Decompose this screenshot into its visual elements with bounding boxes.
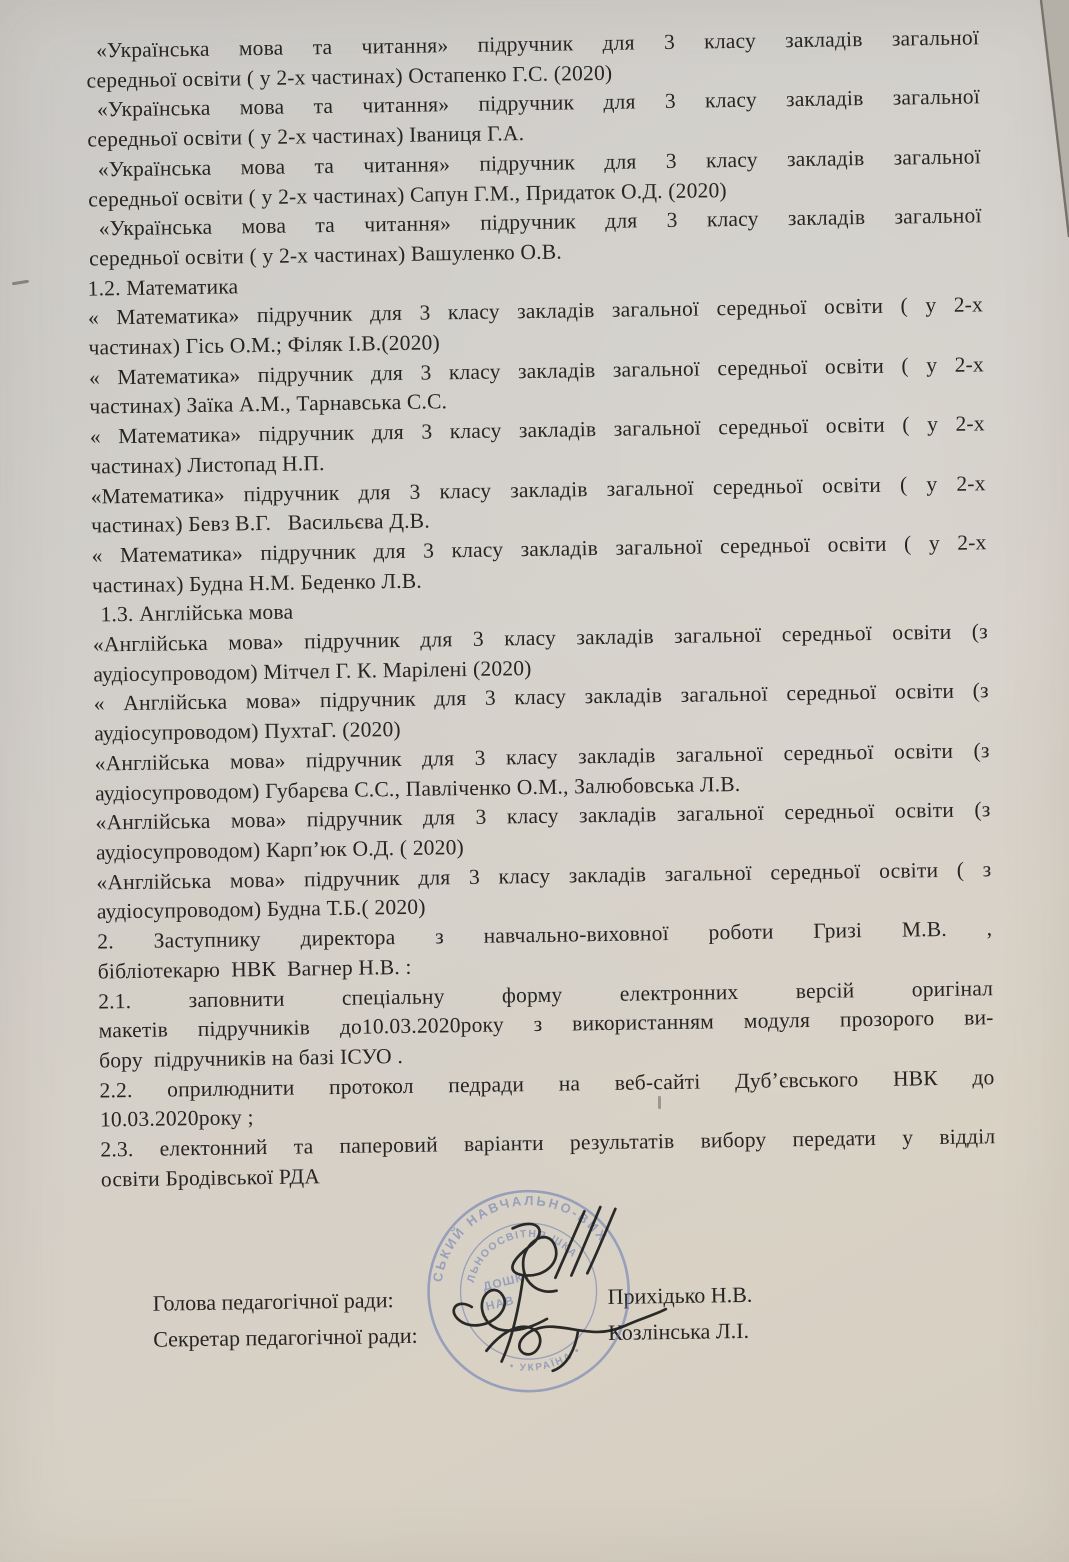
- text-line: «Англійська мова» підручник для 3 класу закладів загальної середньої освіти (з: [94, 738, 990, 776]
- text-line: 2.2. оприлюднити протокол педради на веб-сайті Дуб’євського НВК до: [99, 1064, 995, 1103]
- text-line: 2. Заступнику директора з навчально-виховної роботи Гризі М.В. ,: [97, 916, 993, 954]
- stamp-arc-inner-text: ЛЬНООСВІТНЯ ШКА: [465, 1227, 580, 1284]
- text-line: частинах) Заїка А.М., Тарнавська С.С.: [89, 389, 448, 419]
- text-line: « Математика» підручник для 3 класу закладів загальної середньої освіти ( у 2-х: [89, 411, 985, 449]
- text-line: частинах) Бевз В.Г. Васильєва Д.В.: [90, 508, 431, 538]
- text-line: аудіосупроводом) Губарєва С.С., Павліченко О.М., Залюбовська Л.В.: [94, 771, 741, 806]
- stamp-arc-bottom-text: • УКРАЇНА •: [508, 1344, 584, 1374]
- chair-signature: [452, 1207, 617, 1362]
- text-line: «Українська мова та читання» підручник для 3 класу закладів загальної: [96, 84, 981, 122]
- text-line: «Українська мова та читання» підручник для 3 класу закладів загальної: [95, 25, 980, 63]
- signature-label: Секретар педагогічної ради:: [153, 1323, 418, 1353]
- text-line: освіти Бродівської РДА: [100, 1163, 321, 1192]
- text-line: 10.03.2020року ;: [99, 1105, 254, 1132]
- text-line: частинах) Гісь О.М.; Філяк І.В.(2020): [88, 330, 441, 360]
- text-line: 2.1. заповнити спеціальну форму електронних версій оригінал: [98, 975, 994, 1013]
- text-line: «Англійська мова» підручник для 3 класу закладів загальної середньої освіти ( з: [96, 856, 992, 895]
- text-line: « Математика» підручник для 3 класу закладів загальної середньої освіти ( у 2-х: [91, 530, 987, 568]
- text-line: аудіосупроводом) Будна Т.Б.( 2020): [96, 895, 426, 924]
- text-line: середньої освіти ( у 2-х частинах) Сапун Г.М., Придаток О.Д. (2020): [88, 177, 727, 212]
- text-line: «Англійська мова» підручник для 3 класу закладів загальної середньої освіти (з: [95, 797, 991, 835]
- signature-label: Голова педагогічної ради:: [152, 1287, 394, 1317]
- stamp-center-line1: ДОШК: [481, 1270, 525, 1294]
- text-line: 1.3. Англійська мова: [100, 599, 294, 627]
- text-line: аудіосупроводом) Карп’юк О.Д. ( 2020): [95, 835, 465, 865]
- signatory-name: Прихідько Н.В.: [607, 1282, 753, 1310]
- secretary-signature: [486, 1309, 667, 1372]
- text-line: аудіосупроводом) ПухтаГ. (2020): [94, 717, 401, 746]
- text-line: бібліотекарю НВК Вагнер Н.В. :: [97, 954, 412, 984]
- text-line: бору підручників на базі ІСУО .: [98, 1043, 404, 1073]
- stamp-center-line2: НАВ: [484, 1293, 516, 1314]
- text-line: середньої освіти ( у 2-х частинах) Остапенко Г.С. (2020): [86, 60, 613, 93]
- text-line: аудіосупроводом) Мітчел Г. К. Марілені (2020): [93, 655, 532, 687]
- text-line: 1.2. Математика: [87, 273, 239, 301]
- handwritten-signatures: [426, 1196, 679, 1385]
- text-line: « Англійська мова» підручник для 3 класу закладів загальної середньої освіти (з: [93, 678, 989, 716]
- text-line: « Математика» підручник для 3 класу закладів загальної середньої освіти ( у 2-х: [87, 292, 984, 330]
- text-line: «Математика» підручник для 3 класу закладів загальної середньої освіти ( у 2-х: [90, 470, 986, 509]
- text-line: «Англійська мова» підручник для 3 класу закладів загальної середньої освіти (з: [92, 619, 989, 657]
- text-line: «Українська мова та читання» підручник для 3 класу закладів загальної: [97, 144, 981, 182]
- text-line: середньої освіти ( у 2-х частинах) Іваниця Г.А.: [87, 121, 525, 152]
- stamp-arc-outer-text: СЬКИЙ НАВЧАЛЬНО-ВИХ: [429, 1193, 612, 1284]
- text-line: середньої освіти ( у 2-х частинах) Вашуленко О.В.: [89, 239, 563, 271]
- text-line: «Українська мова та читання» підручник для 3 класу закладів загальної: [98, 203, 982, 241]
- text-line: « Математика» підручник для 3 класу закладів загальної середньої освіти ( у 2-х: [88, 352, 985, 390]
- text-line: макетів підручників до10.03.2020року з використанням модуля прозорого ви-: [98, 1005, 994, 1043]
- signatory-name: Козлінська Л.І.: [608, 1318, 750, 1346]
- text-line: 2.3. електонний та паперовий варіанти результатів вибору передати у відділ: [100, 1124, 996, 1162]
- text-line: частинах) Будна Н.М. Беденко Л.В.: [91, 568, 423, 598]
- text-line: частинах) Листопад Н.П.: [90, 450, 325, 479]
